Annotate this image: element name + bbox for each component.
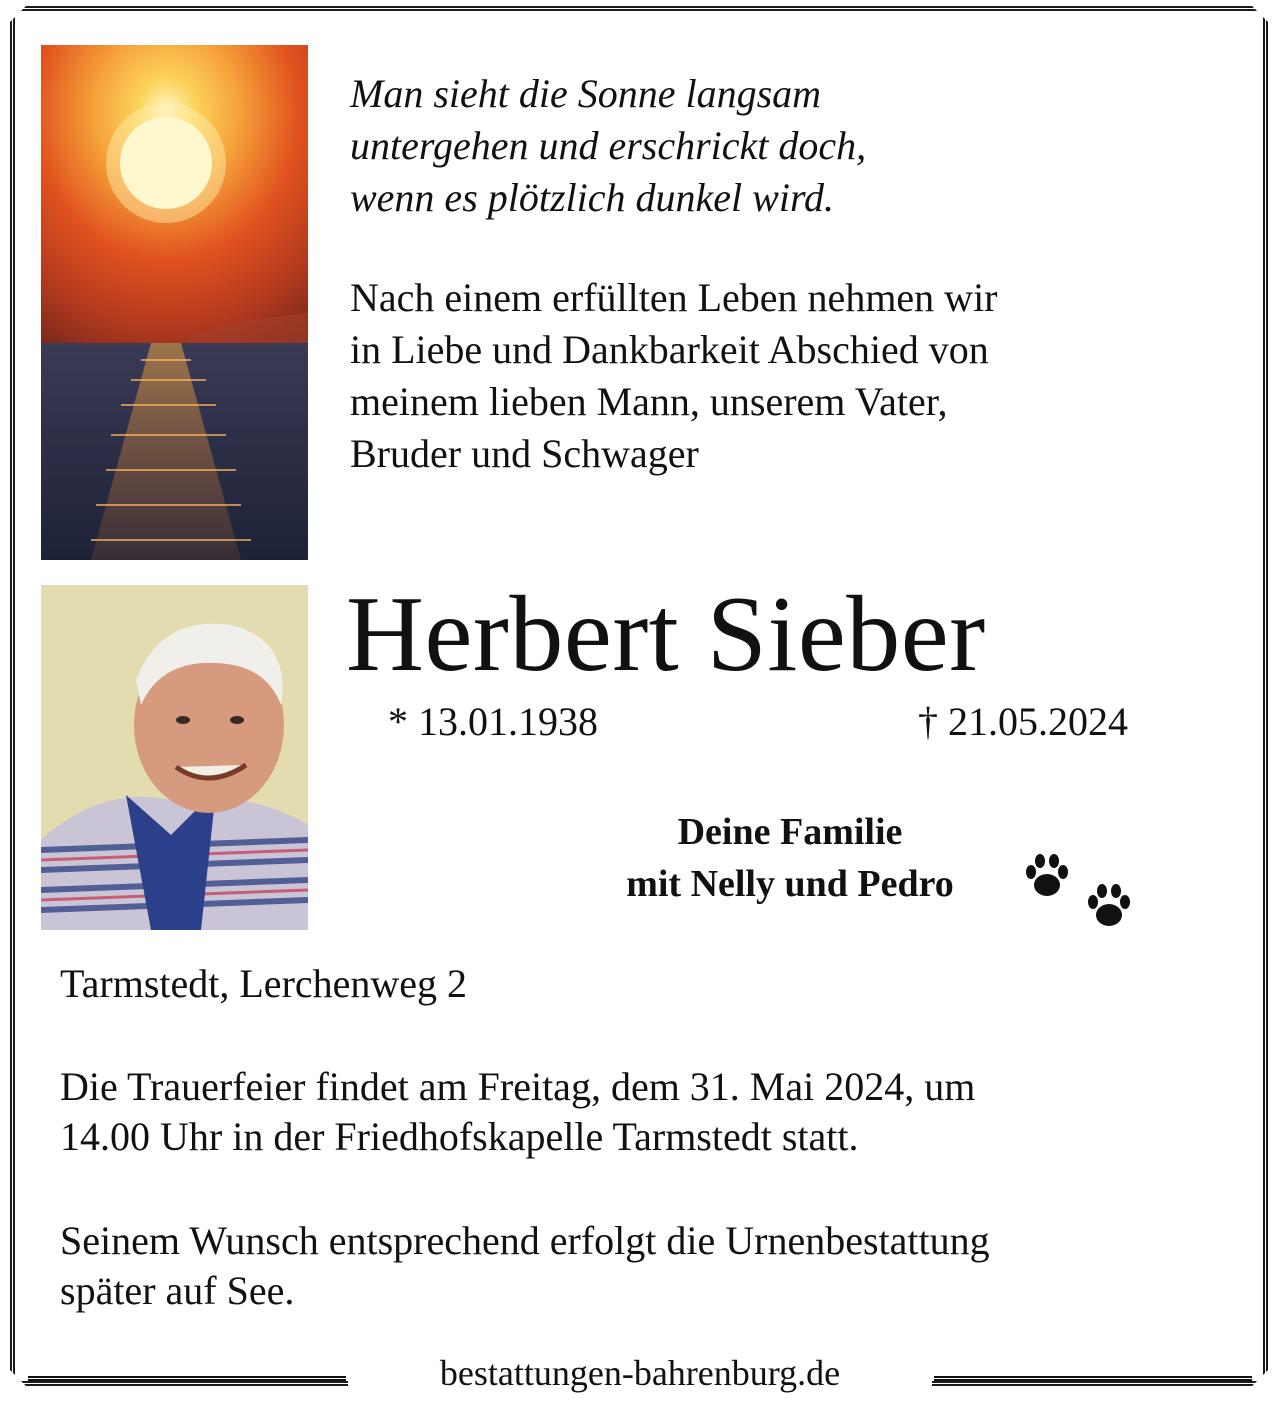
service-line: Die Trauerfeier findet am Freitag, dem 31. Mai 2024, um [60, 1064, 976, 1109]
footer-rule-left [28, 1376, 346, 1381]
sunset-photo [41, 45, 308, 560]
family-line: mit Nelly und Pedro [626, 863, 954, 905]
paw-icon [1086, 882, 1132, 930]
death-date: † 21.05.2024 [918, 699, 1128, 744]
wish-line: später auf See. [60, 1268, 295, 1313]
wish-line: Seinem Wunsch entsprechend erfolgt die Urnenbestattung [60, 1218, 990, 1263]
family-line: Deine Familie [677, 811, 903, 853]
intro-line: Nach einem erfüllten Leben nehmen wir [350, 275, 998, 320]
service-line: 14.00 Uhr in der Friedhofskapelle Tarmstedt statt. [60, 1114, 859, 1159]
intro-line: meinem lieben Mann, unserem Vater, [350, 379, 948, 424]
address: Tarmstedt, Lerchenweg 2 [60, 961, 468, 1006]
birth-date: * 13.01.1938 [388, 699, 598, 744]
service-info [60, 1062, 975, 1162]
motto-line: untergehen und erschrickt doch, [350, 123, 867, 168]
portrait-photo [41, 585, 308, 930]
footer-website[interactable]: bestattungen-bahrenburg.de [348, 1352, 932, 1394]
motto-quote [350, 68, 866, 224]
intro-text [350, 272, 998, 480]
motto-line: Man sieht die Sonne langsam [350, 71, 822, 116]
intro-line: Bruder und Schwager [350, 431, 699, 476]
burial-wish [60, 1216, 990, 1316]
paw-icon [1024, 852, 1070, 900]
family-signature [560, 806, 1020, 910]
deceased-name: Herbert Sieber [346, 575, 986, 694]
intro-line: in Liebe und Dankbarkeit Abschied von [350, 327, 989, 372]
motto-line: wenn es plötzlich dunkel wird. [350, 175, 835, 220]
footer-rule-right [934, 1376, 1252, 1381]
